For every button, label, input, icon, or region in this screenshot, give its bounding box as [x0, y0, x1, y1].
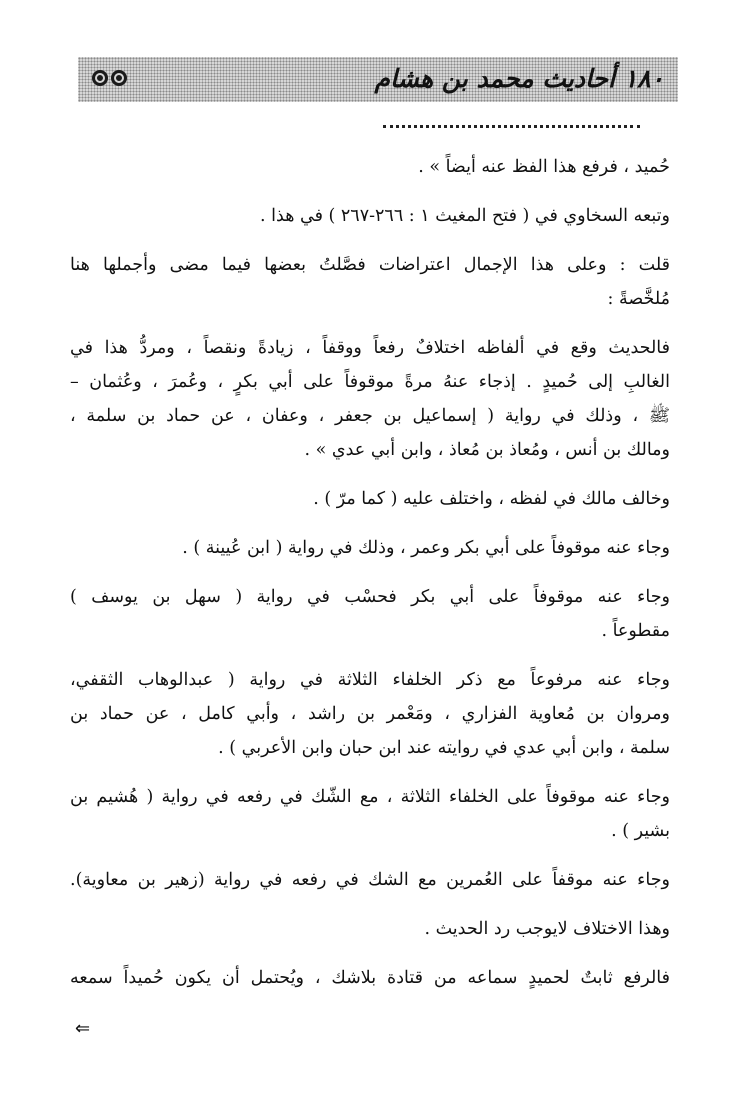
paragraph: [70, 912, 670, 946]
paragraph: [70, 961, 670, 995]
paragraph: [70, 780, 670, 848]
paragraph-gap: [70, 184, 670, 199]
text-line: مُلخَّصةً :: [607, 289, 670, 309]
text-line: وخالف مالك في لفظه ، واختلف عليه ( كما مرّ ) .: [313, 489, 670, 509]
text-line: ومالك بن أنس ، ومُعاذ بن مُعاذ ، وابن أبي عدي » .: [304, 440, 670, 460]
text-line: سلمة ، وابن أبي عدي في روايته عند ابن حبان وابن الأعربي ) .: [218, 738, 670, 758]
paragraph: [70, 150, 670, 184]
text-line: وجاء عنه موقفاً على العُمرين مع الشك في رفعه في رواية (زهير بن معاوية).: [70, 870, 670, 890]
paragraph: [70, 580, 670, 648]
paragraph-gap: [70, 946, 670, 961]
paragraph-gap: [70, 897, 670, 912]
paragraph: [70, 531, 670, 565]
paragraph-gap: [70, 648, 670, 663]
text-line: ومروان بن مُعاوية الفزاري ، ومَعْمر بن راشد ، وأبي كامل ، عن حماد بن: [70, 704, 670, 724]
paragraph: [70, 199, 670, 233]
text-line: وهذا الاختلاف لايوجب رد الحديث .: [424, 919, 670, 939]
text-line: حُميد ، فرفع هذا الفظ عنه أيضاً » .: [418, 157, 670, 177]
text-line: فالرفع ثابتٌ لحميدٍ سماعه من قتادة بلاشك ، ويُحتمل أن يكون حُميداً سمعه: [70, 968, 670, 988]
paragraph-gap: [70, 516, 670, 531]
page-body: [70, 150, 670, 995]
text-line: الغالبِ إلى حُميدٍ . إذجاء عنهُ مرةً موقوفاً على أبي بكرٍ ، وعُمرَ ، وعُثمان –: [70, 372, 670, 392]
header-ornament-icon: [92, 67, 132, 91]
dotted-rule: [383, 113, 640, 128]
text-line: بشير ) .: [611, 821, 670, 841]
paragraph: [70, 248, 670, 316]
paragraph: [70, 663, 670, 765]
text-line: ﷺ ، وذلك في رواية ( إسماعيل بن جعفر ، وعفان ، عن حماد بن سلمة ،: [70, 406, 670, 426]
text-line: قلت : وعلى هذا الإجمال اعتراضات فصَّلتُ بعضها فيما مضى وأجملها هنا: [70, 255, 670, 275]
text-line: وجاء عنه مرفوعاً مع ذكر الخلفاء الثلاثة في رواية ( عبدالوهاب الثقفي،: [70, 670, 670, 690]
text-line: وتبعه السخاوي في ( فتح المغيث ١ : ٢٦٦-٢٦٧ ) في هذا .: [260, 206, 670, 226]
page-header: [78, 57, 678, 102]
text-line: فالحديث وقع في ألفاظه اختلافٌ رفعاً ووقفاً ، زيادةً ونقصاً ، ومردُّ هذا في: [70, 338, 670, 358]
paragraph: [70, 863, 670, 897]
paragraph-gap: [70, 765, 670, 780]
paragraph: [70, 482, 670, 516]
text-line: وجاء عنه موقوفاً على الخلفاء الثلاثة ، مع الشّك في رفعه في رواية ( هُشيم بن: [70, 787, 670, 807]
text-line: وجاء عنه موقوفاً على أبي بكر فحسْب في رواية ( سهل بن يوسف ): [70, 587, 670, 607]
text-line: مقطوعاً .: [601, 621, 670, 641]
paragraph: [70, 331, 670, 467]
paragraph-gap: [70, 565, 670, 580]
paragraph-gap: [70, 467, 670, 482]
continuation-arrow-icon: ⇐: [75, 1018, 91, 1039]
paragraph-gap: [70, 848, 670, 863]
text-line: وجاء عنه موقوفاً على أبي بكر وعمر ، وذلك في رواية ( ابن عُيينة ) .: [182, 538, 670, 558]
paragraph-gap: [70, 316, 670, 331]
running-head: ١٨٠ أحاديث محمد بن هشام: [374, 64, 664, 93]
paragraph-gap: [70, 233, 670, 248]
